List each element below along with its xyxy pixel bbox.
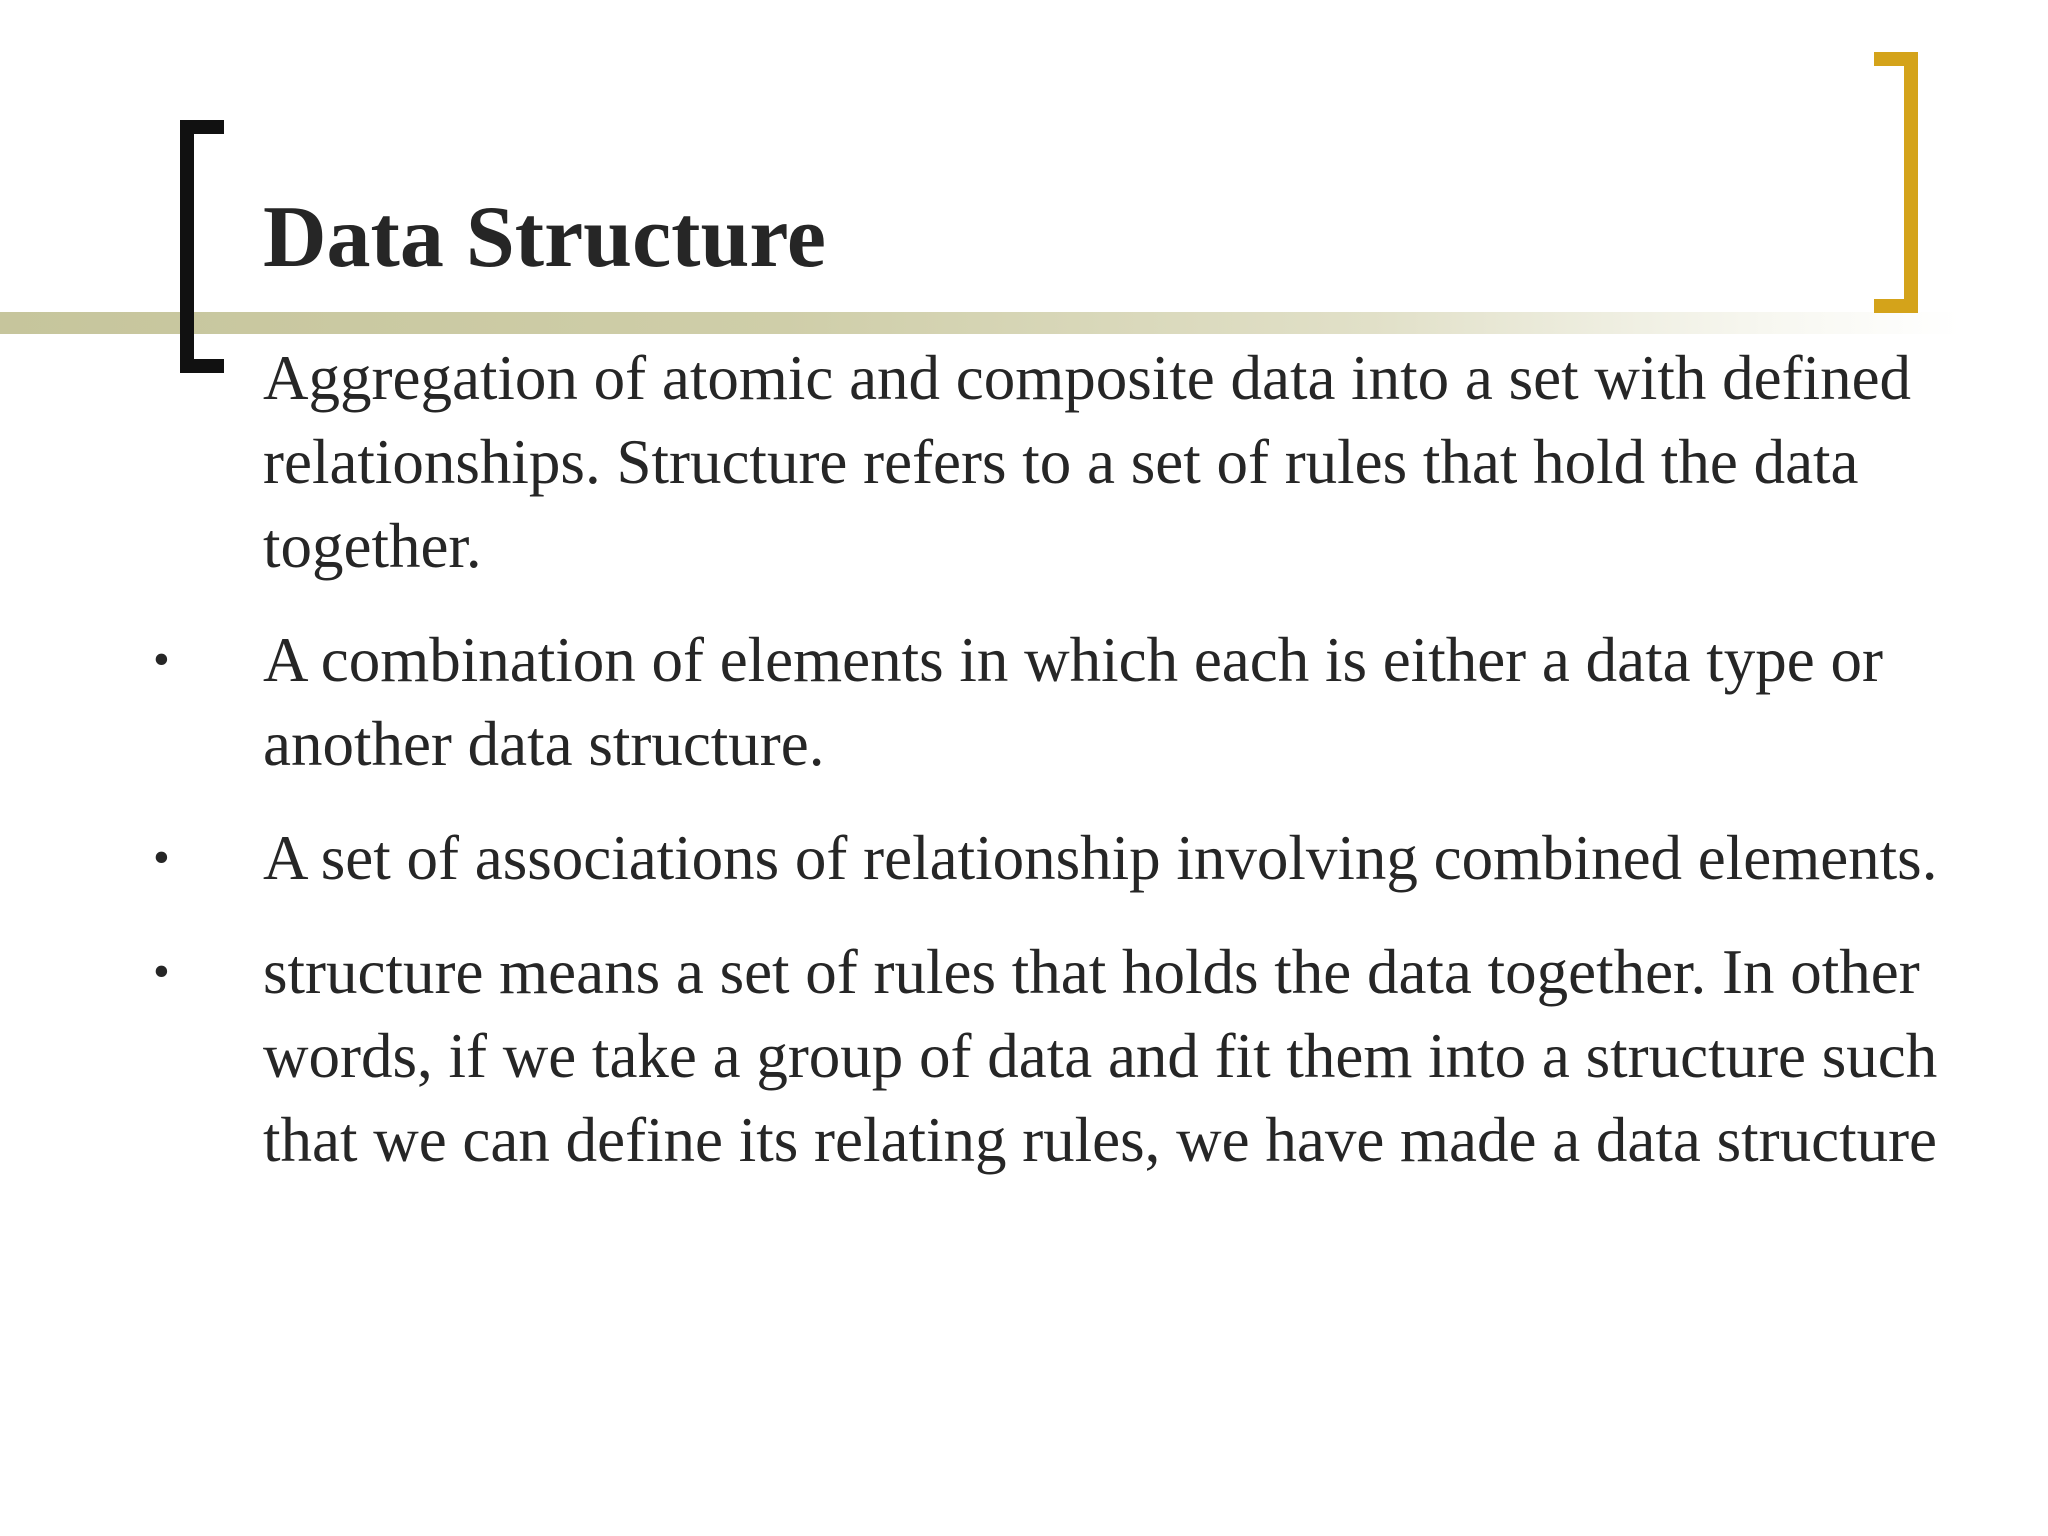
bullet-item xyxy=(153,930,2003,1182)
bullet-text: A combination of elements in which each is either a data type or another data structure. xyxy=(263,625,1883,779)
left-bracket-decoration xyxy=(180,120,224,373)
slide-title: Data Structure xyxy=(263,189,826,286)
bullet-list xyxy=(153,618,2003,1182)
bullet-item xyxy=(153,618,2003,786)
bullet-text: structure means a set of rules that holds the data together. In other words, if we take a group of data and fit them into a structure such that we can define its relating rules, we have made a data structure xyxy=(263,937,1938,1175)
bullet-marker: • xyxy=(153,945,170,998)
bullet-item xyxy=(153,816,2003,900)
bullet-marker: • xyxy=(153,831,170,884)
slide-body xyxy=(153,336,2003,1182)
bullet-marker: • xyxy=(153,633,170,686)
bullet-text: A set of associations of relationship involving combined elements. xyxy=(263,823,1938,893)
intro-paragraph: Aggregation of atomic and composite data into a set with defined relationships. Structure refers to a set of rules that hold the data together. xyxy=(263,343,1912,581)
title-divider-rule xyxy=(0,312,1960,334)
right-bracket-decoration xyxy=(1874,52,1918,313)
